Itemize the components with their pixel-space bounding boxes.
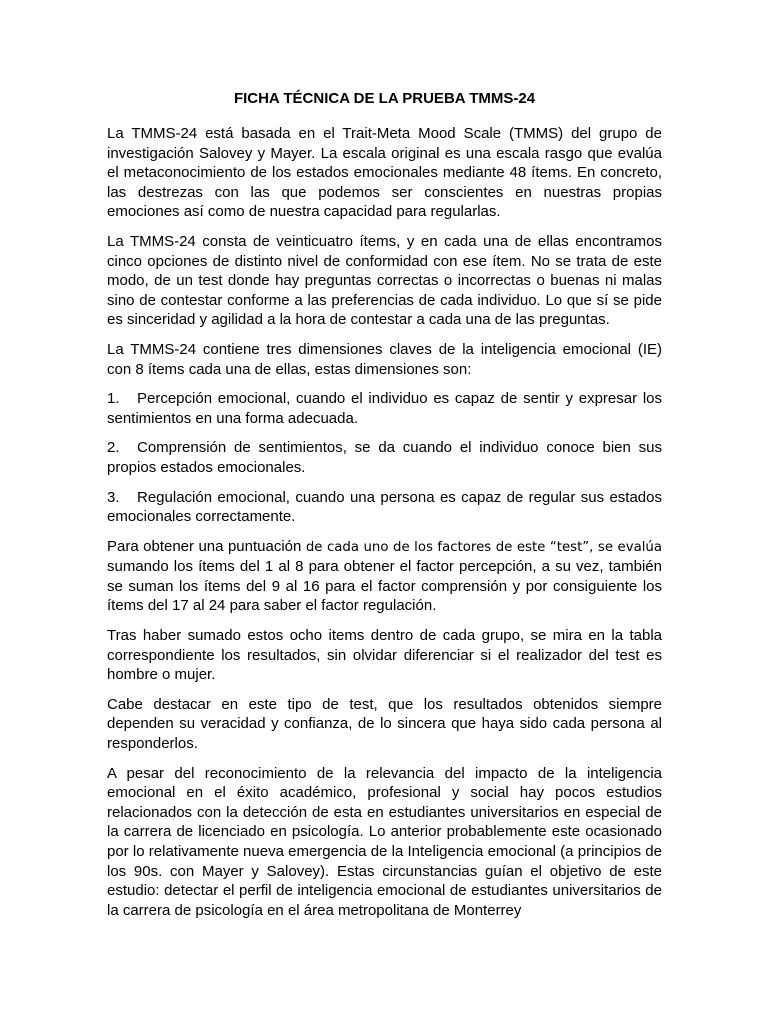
document-title: FICHA TÉCNICA DE LA PRUEBA TMMS-24 [233, 90, 536, 107]
paragraph-scoring-alt: de cada uno de los factores de este “test”, se evalúa [305, 539, 662, 555]
list-item-text: Percepción emocional, cuando el individuo es capaz de sentir y expresar los sentimientos en una forma adecuada. [107, 390, 662, 427]
paragraph-scoring [107, 537, 662, 616]
document-body [107, 89, 662, 930]
paragraph-structure: La TMMS-24 consta de veinticuatro ítems, y en cada una de ellas encontramos cinco opciones de distinto nivel de conformidad con ese ítem. No se trata de este modo, de un test donde hay preguntas correctas o incorrectas o buenas ni malas sino de contestar conforme a las preferencias de cada individuo. Lo que sí se pide es sinceridad y agilidad a la hora de contestar a cada una de las preguntas. [107, 232, 662, 329]
paragraph-dimensions: La TMMS-24 contiene tres dimensiones claves de la inteligencia emocional (IE) con 8 ítems cada una de ellas, estas dimensiones son: [107, 340, 662, 378]
paragraph-scoring-start: Para obtener una puntuación [107, 537, 306, 555]
list-item [107, 488, 662, 527]
list-item-text: Regulación emocional, cuando una persona es capaz de regular sus estados emocionales correctamente. [107, 488, 662, 526]
list-item-number: 1. [107, 390, 120, 408]
paragraph-intro: La TMMS-24 está basada en el Trait-Meta Mood Scale (TMMS) del grupo de investigación Salovey y Mayer. La escala original es una escala rasgo que evalúa el metaconocimiento de los estados emocionales mediante 48 ítems. En concreto, las destrezas con las que podemos ser conscientes en nuestras propias emociones así como de nuestra capacidad para regularlas. [107, 125, 662, 221]
paragraph-scoring-end: sumando los ítems del 1 al 8 para obtener el factor percepción, a su vez, también se suman los ítems del 9 al 16 para el factor comprensión y por consiguiente los ítems del 17 al 24 para saber el factor regulación. [107, 558, 662, 615]
list-item [107, 389, 662, 428]
list-item-number: 2. [107, 439, 120, 457]
list-item [107, 438, 662, 477]
paragraph-results: Tras haber sumado estos ocho items dentro de cada grupo, se mira en la tabla correspondiente los resultados, sin olvidar diferenciar si el realizador del test es hombre o mujer. [107, 627, 662, 684]
list-item-number: 3. [107, 488, 120, 506]
list-item-text: Comprensión de sentimientos, se da cuando el individuo conoce bien sus propios estados emocionales. [107, 439, 662, 476]
paragraph-veracity: Cabe destacar en este tipo de test, que los resultados obtenidos siempre dependen su veracidad y confianza, de lo sincera que haya sido cada persona al responderlos. [107, 695, 662, 753]
paragraph-objective: A pesar del reconocimiento de la relevancia del impacto de la inteligencia emocional en el éxito académico, profesional y social hay pocos estudios relacionados con la detección de esta en estudiantes universitarios en especial de la carrera de licenciado en psicología. Lo anterior probablemente este ocasionado por lo relativamente nueva emergencia de la Inteligencia emocional (a principios de los 90s. con Mayer y Salovey). Estas circunstancias guían el objetivo de este estudio: detectar el perfil de inteligencia emocional de estudiantes universitarios de la carrera de psicología en el área metropolitana de Monterrey [107, 764, 662, 919]
